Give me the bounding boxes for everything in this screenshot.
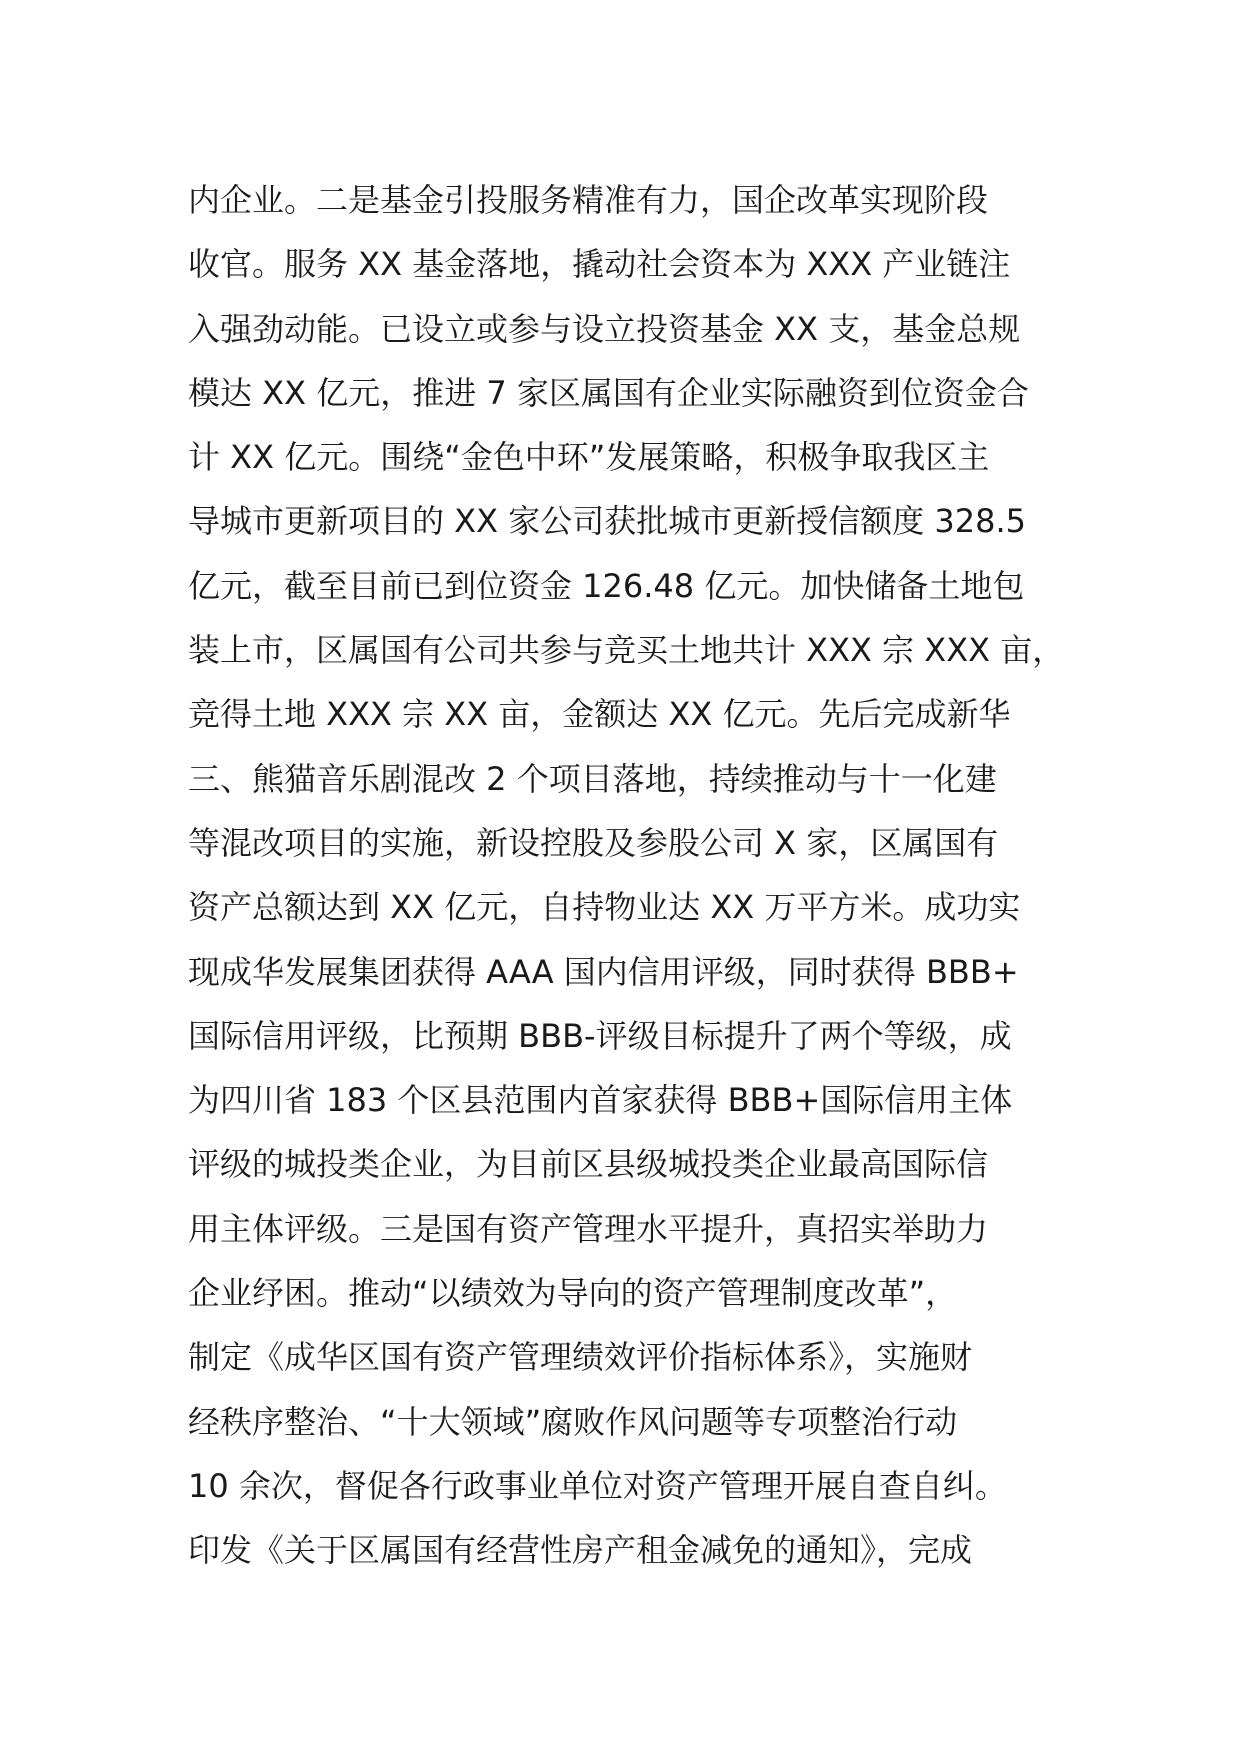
text-line: 10 余次，督促各行政事业单位对资产管理开展自查自纠。 [188, 1466, 1007, 1505]
text-line: 资产总额达到 XX 亿元，自持物业达 XX 万平方米。成功实 [188, 888, 1021, 927]
text-line: 经秩序整治、“十大领域”腐败作风问题等专项整治行动 [188, 1402, 958, 1441]
text-line: 企业纾困。推动“以绩效为导向的资产管理制度改革”， [188, 1274, 958, 1313]
text-line: 亿元，截至目前已到位资金 126.48 亿元。加快储备土地包 [188, 566, 1025, 605]
text-line: 三、熊猫音乐剧混改 2 个项目落地，持续推动与十一化建 [188, 759, 997, 798]
text-line: 入强劲动能。已设立或参与设立投资基金 XX 支，基金总规 [188, 309, 1021, 348]
text-line: 模达 XX 亿元，推进 7 家区属国有企业实际融资到位资金合 [188, 373, 1029, 412]
text-line: 现成华发展集团获得 AAA 国内信用评级，同时获得 BBB+ [188, 952, 1019, 991]
text-line: 国际信用评级，比预期 BBB-评级目标提升了两个等级，成 [188, 1016, 1012, 1055]
text-line: 收官。服务 XX 基金落地，撬动社会资本为 XXX 产业链注 [188, 245, 1011, 284]
text-line: 内企业。二是基金引投服务精准有力，国企改革实现阶段 [188, 181, 989, 219]
text-line: 装上市，区属国有公司共参与竞买土地共计 XXX 宗 XXX 亩， [188, 631, 1065, 670]
text-line: 用主体评级。三是国有资产管理水平提升，真招实举助力 [188, 1209, 989, 1248]
text-line: 计 XX 亿元。围绕“金色中环”发展策略，积极争取我区主 [188, 438, 990, 477]
text-line: 等混改项目的实施，新设控股及参股公司 X 家，区属国有 [188, 823, 999, 862]
text-line: 评级的城投类企业，为目前区县级城投类企业最高国际信 [188, 1145, 989, 1184]
text-line: 印发《关于区属国有经营性房产租金减免的通知》，完成 [188, 1531, 973, 1570]
body-text [188, 168, 1068, 1583]
text-line: 为四川省 183 个区县范围内首家获得 BBB+国际信用主体 [188, 1081, 1013, 1120]
text-line: 竞得土地 XXX 宗 XX 亩，金额达 XX 亿元。先后完成新华 [188, 695, 1011, 734]
text-line: 导城市更新项目的 XX 家公司获批城市更新授信额度 328.5 [188, 502, 1026, 541]
text-line: 制定《成华区国有资产管理绩效评价指标体系》，实施财 [188, 1338, 973, 1377]
